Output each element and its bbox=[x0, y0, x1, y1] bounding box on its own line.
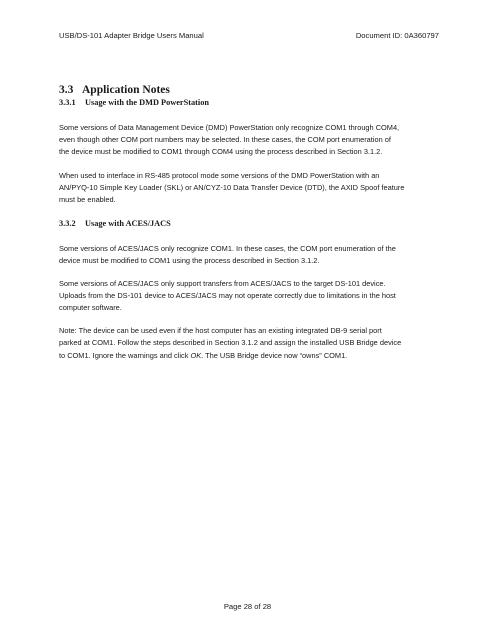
subsection-number: 3.3.1 bbox=[59, 98, 76, 107]
section-heading bbox=[59, 83, 442, 97]
subsection-title: Usage with the DMD PowerStation bbox=[85, 98, 209, 107]
text-line: even though other COM port numbers may be selected. In these cases, the COM port enumeration of bbox=[59, 135, 391, 145]
subsection-heading-dmd bbox=[59, 97, 442, 108]
paragraph-aces-com1 bbox=[59, 243, 442, 267]
paragraph-note bbox=[59, 325, 442, 362]
text-line: device must be modified to COM1 using the process described in Section 3.1.2. bbox=[59, 256, 320, 266]
note-text-before: to COM1. Ignore the warnings and click bbox=[59, 350, 191, 360]
subsection-title: Usage with ACES/JACS bbox=[85, 219, 171, 229]
paragraph-dmd-rs485 bbox=[59, 170, 442, 207]
text-line: must be enabled. bbox=[59, 195, 116, 205]
subsection-heading-aces bbox=[59, 218, 442, 229]
paragraph-aces-transfers bbox=[59, 278, 442, 315]
page-number: Page 28 of 28 bbox=[223, 602, 272, 611]
text-line: AN/PYQ-10 Simple Key Loader (SKL) or AN/CYZ-10 Data Transfer Device (DTD), the AXID Spoof feature bbox=[59, 182, 405, 192]
text-line: computer software. bbox=[59, 303, 122, 313]
ok-emphasis: OK bbox=[190, 350, 202, 360]
section-title: Application Notes bbox=[82, 84, 170, 96]
text-line: Some versions of Data Management Device (DMD) PowerStation only recognize COM1 through COM4, bbox=[59, 123, 400, 132]
header-document-id: Document ID: 0A360797 bbox=[355, 31, 439, 40]
note-text-after: . The USB Bridge device now “owns” COM1. bbox=[201, 350, 348, 360]
text-line: When used to interface in RS-485 protocol mode some versions of the DMD PowerStation with an bbox=[59, 170, 380, 180]
text-line bbox=[59, 350, 442, 362]
page-content bbox=[59, 83, 442, 362]
header-document-title: USB/DS-101 Adapter Bridge Users Manual bbox=[59, 31, 204, 40]
text-line: Some versions of ACES/JACS only recognize COM1. In these cases, the COM port enumeration of the bbox=[59, 244, 396, 254]
text-line: Some versions of ACES/JACS only support transfers from ACES/JACS to the target DS-101 device. bbox=[59, 278, 386, 288]
text-line: the device must be modified to COM1 through COM4 using the process described in Section 3.1.2. bbox=[59, 147, 383, 157]
section-number: 3.3 bbox=[59, 84, 74, 96]
text-line: Note: The device can be used even if the host computer has an existing integrated DB-9 serial port bbox=[59, 326, 382, 336]
subsection-number: 3.3.2 bbox=[59, 219, 76, 229]
text-line: Uploads from the DS-101 device to ACES/JACS may not operate correctly due to limitations in the host bbox=[59, 290, 396, 300]
text-line: parked at COM1. Follow the steps described in Section 3.1.2 and assign the installed USB Bridge device bbox=[59, 338, 402, 348]
paragraph-dmd-com-ports bbox=[59, 122, 442, 159]
